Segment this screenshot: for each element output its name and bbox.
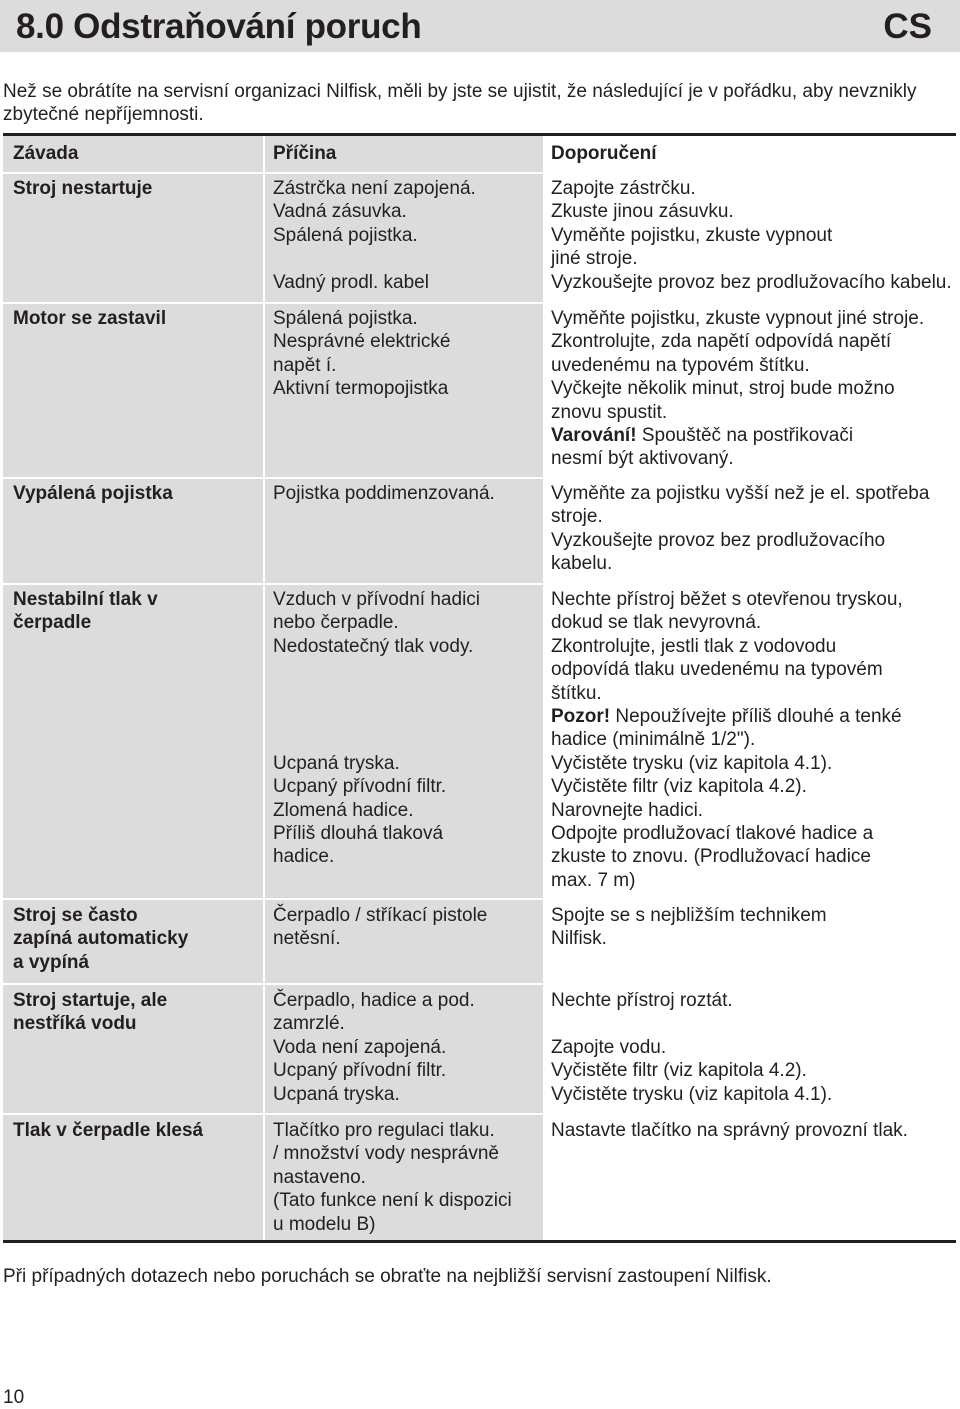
- caution-text: Nepoužívejte příliš dlouhé a tenké: [615, 706, 902, 728]
- cause-line: Spálená pojistka.: [273, 224, 418, 246]
- fault-line: zapíná automaticky: [13, 928, 189, 950]
- footer-text: Při případných dotazech nebo poruchách se obraťte na nejbližší servisní zastoupení Nilfisk.: [3, 1266, 772, 1287]
- row-separator: [3, 583, 956, 585]
- fault-line: Stroj startuje, ale: [13, 990, 168, 1011]
- cause-line: Ucpaná tryska.: [273, 1083, 400, 1105]
- remedy-line: [551, 1012, 832, 1035]
- warning-text: nesmí být aktivovaný.: [551, 448, 734, 470]
- remedy-line: Zapojte vodu.: [551, 1036, 667, 1058]
- remedy-line: Spojte se s nejbližším technikem: [551, 905, 827, 926]
- cause-line: [273, 728, 480, 751]
- remedy-line: max. 7 m): [551, 869, 636, 891]
- fault-line: Tlak v čerpadle klesá: [13, 1120, 204, 1141]
- cause-cell: [273, 482, 495, 505]
- remedy-line: Vyzkoušejte provoz bez prodlužovacího: [551, 529, 886, 551]
- cause-line: Spálená pojistka.: [273, 308, 418, 329]
- remedy-line: Vyčkejte několik minut, stroj bude možno: [551, 378, 895, 400]
- remedy-line: Vyměňte za pojistku vyšší než je el. spotřeba: [551, 483, 930, 504]
- cause-cell: [273, 307, 450, 401]
- remedy-line: Zkontrolujte, jestli tlak z vodovodu: [551, 635, 837, 657]
- remedy-cell: [551, 307, 924, 471]
- fault-line: Stroj se často: [13, 905, 138, 926]
- fault-line: Nestabilní tlak v: [13, 589, 158, 610]
- remedy-cell: [551, 989, 832, 1106]
- fault-cell: [13, 482, 173, 505]
- fault-line: a vypíná: [13, 951, 90, 973]
- caution-text: hadice (minimálně 1/2").: [551, 729, 756, 751]
- cause-line: hadice.: [273, 846, 335, 868]
- cause-line: Pojistka poddimenzovaná.: [273, 483, 495, 504]
- cause-line: Vzduch v přívodní hadici: [273, 589, 481, 610]
- cause-line: nebo čerpadle.: [273, 612, 399, 634]
- fault-cell: [13, 1119, 203, 1142]
- header-cause: Příčina: [273, 143, 337, 164]
- warning-label: Varování!: [551, 425, 637, 447]
- table-bottom-rule: [3, 1240, 956, 1243]
- cause-cell: [273, 177, 476, 294]
- remedy-line: dokud se tlak nevyrovná.: [551, 612, 762, 634]
- title-bar: [0, 0, 960, 52]
- row-separator: [3, 172, 956, 174]
- cause-line: nastaveno.: [273, 1166, 366, 1188]
- cause-line: u modelu B): [273, 1213, 376, 1235]
- remedy-cell: [551, 1119, 908, 1142]
- remedy-line: Vyčistěte trysku (viz kapitola 4.1).: [551, 1083, 833, 1105]
- cause-line: Zástrčka není zapojená.: [273, 178, 476, 199]
- row-separator: [3, 477, 956, 479]
- cause-line: Aktivní termopojistka: [273, 378, 449, 400]
- cause-line: Nedostatečný tlak vody.: [273, 635, 474, 657]
- remedy-line: Nastavte tlačítko na správný provozní tlak.: [551, 1120, 908, 1141]
- page-number: 10: [3, 1387, 25, 1408]
- fault-cell: [13, 307, 166, 330]
- cause-line: / množství vody nesprávně: [273, 1143, 499, 1165]
- cause-line: zamrzlé.: [273, 1013, 345, 1035]
- remedy-line: Nechte přístroj roztát.: [551, 990, 733, 1011]
- cause-line: Čerpadlo, hadice a pod.: [273, 990, 475, 1011]
- remedy-line: Zkuste jinou zásuvku.: [551, 201, 734, 223]
- caution-line: [551, 705, 903, 728]
- caution-label: Pozor!: [551, 706, 611, 728]
- cause-line: [273, 658, 480, 681]
- row-separator: [3, 302, 956, 304]
- cause-line: Vadná zásuvka.: [273, 201, 407, 223]
- cause-cell: [273, 989, 475, 1106]
- row-separator: [3, 983, 956, 985]
- warning-text: Spouštěč na postřikovači: [641, 425, 854, 447]
- remedy-line: zkuste to znovu. (Prodlužovací hadice: [551, 846, 872, 868]
- fault-line: Stroj nestartuje: [13, 178, 153, 199]
- cause-line: Ucpaná tryska.: [273, 752, 400, 774]
- cause-cell: [273, 588, 480, 869]
- header-fault: Závada: [13, 143, 79, 164]
- fault-cell: [13, 588, 158, 635]
- cause-line: netěsní.: [273, 928, 341, 950]
- cause-line: napět í.: [273, 354, 337, 376]
- cause-line: [273, 682, 480, 705]
- remedy-line: Vyměňte pojistku, zkuste vypnout: [551, 224, 833, 246]
- remedy-line: kabelu.: [551, 553, 613, 575]
- cause-line: [273, 705, 480, 728]
- cause-line: Příliš dlouhá tlaková: [273, 823, 444, 844]
- cause-line: Vadný prodl. kabel: [273, 271, 429, 293]
- cause-line: Nesprávné elektrické: [273, 331, 451, 353]
- page-title: 8.0 Odstraňování poruch: [16, 7, 422, 46]
- remedy-line: štítku.: [551, 682, 602, 704]
- intro-text: Než se obrátíte na servisní organizaci Nilfisk, měli by jste se ujistit, že následující je v pořádku, aby nevznikly zbytečné nepříjemnosti.: [3, 81, 917, 126]
- cause-line: (Tato funkce není k dispozici: [273, 1190, 512, 1212]
- remedy-cell: [551, 177, 952, 294]
- remedy-line: uvedenému na typovém štítku.: [551, 354, 810, 376]
- cause-line: Tlačítko pro regulaci tlaku.: [273, 1120, 495, 1141]
- fault-line: Vypálená pojistka: [13, 483, 173, 504]
- remedy-line: stroje.: [551, 506, 603, 528]
- row-separator: [3, 1113, 956, 1115]
- remedy-cell: [551, 588, 903, 892]
- fault-cell: [13, 177, 152, 200]
- remedy-line: jiné stroje.: [551, 248, 638, 270]
- cause-cell: [273, 904, 487, 951]
- language-code: CS: [883, 7, 932, 46]
- cause-cell: [273, 1119, 512, 1236]
- header-remedy: Doporučení: [551, 143, 657, 164]
- remedy-line: Nilfisk.: [551, 928, 607, 950]
- warning-line: [551, 424, 924, 447]
- cause-line: [273, 247, 476, 270]
- cause-line: Ucpaný přívodní filtr.: [273, 776, 447, 798]
- remedy-cell: [551, 904, 827, 951]
- remedy-line: Vyčistěte filtr (viz kapitola 4.2).: [551, 776, 807, 798]
- fault-line: Motor se zastavil: [13, 308, 167, 329]
- fault-cell: [13, 904, 188, 974]
- remedy-line: Nechte přístroj běžet s otevřenou tryskou,: [551, 589, 903, 610]
- fault-line: čerpadle: [13, 612, 92, 634]
- remedy-line: Vyčistěte filtr (viz kapitola 4.2).: [551, 1060, 807, 1082]
- remedy-line: Vyměňte pojistku, zkuste vypnout jiné stroje.: [551, 308, 925, 329]
- remedy-line: Narovnejte hadici.: [551, 799, 704, 821]
- cause-line: Zlomená hadice.: [273, 799, 414, 821]
- fault-cell: [13, 989, 167, 1036]
- remedy-line: odpovídá tlaku uvedenému na typovém: [551, 659, 883, 681]
- remedy-line: Zkontrolujte, zda napětí odpovídá napětí: [551, 331, 892, 353]
- cause-line: Voda není zapojená.: [273, 1036, 447, 1058]
- remedy-line: Zapojte zástrčku.: [551, 178, 696, 199]
- remedy-line: znovu spustit.: [551, 401, 668, 423]
- remedy-line: Odpojte prodlužovací tlakové hadice a: [551, 823, 874, 845]
- cause-line: Ucpaný přívodní filtr.: [273, 1060, 447, 1082]
- fault-line: nestříká vodu: [13, 1013, 137, 1035]
- remedy-line: Vyčistěte trysku (viz kapitola 4.1).: [551, 752, 833, 774]
- remedy-cell: [551, 482, 929, 576]
- remedy-line: Vyzkoušejte provoz bez prodlužovacího kabelu.: [551, 271, 952, 293]
- cause-line: Čerpadlo / stříkací pistole: [273, 905, 488, 926]
- row-separator: [3, 898, 956, 900]
